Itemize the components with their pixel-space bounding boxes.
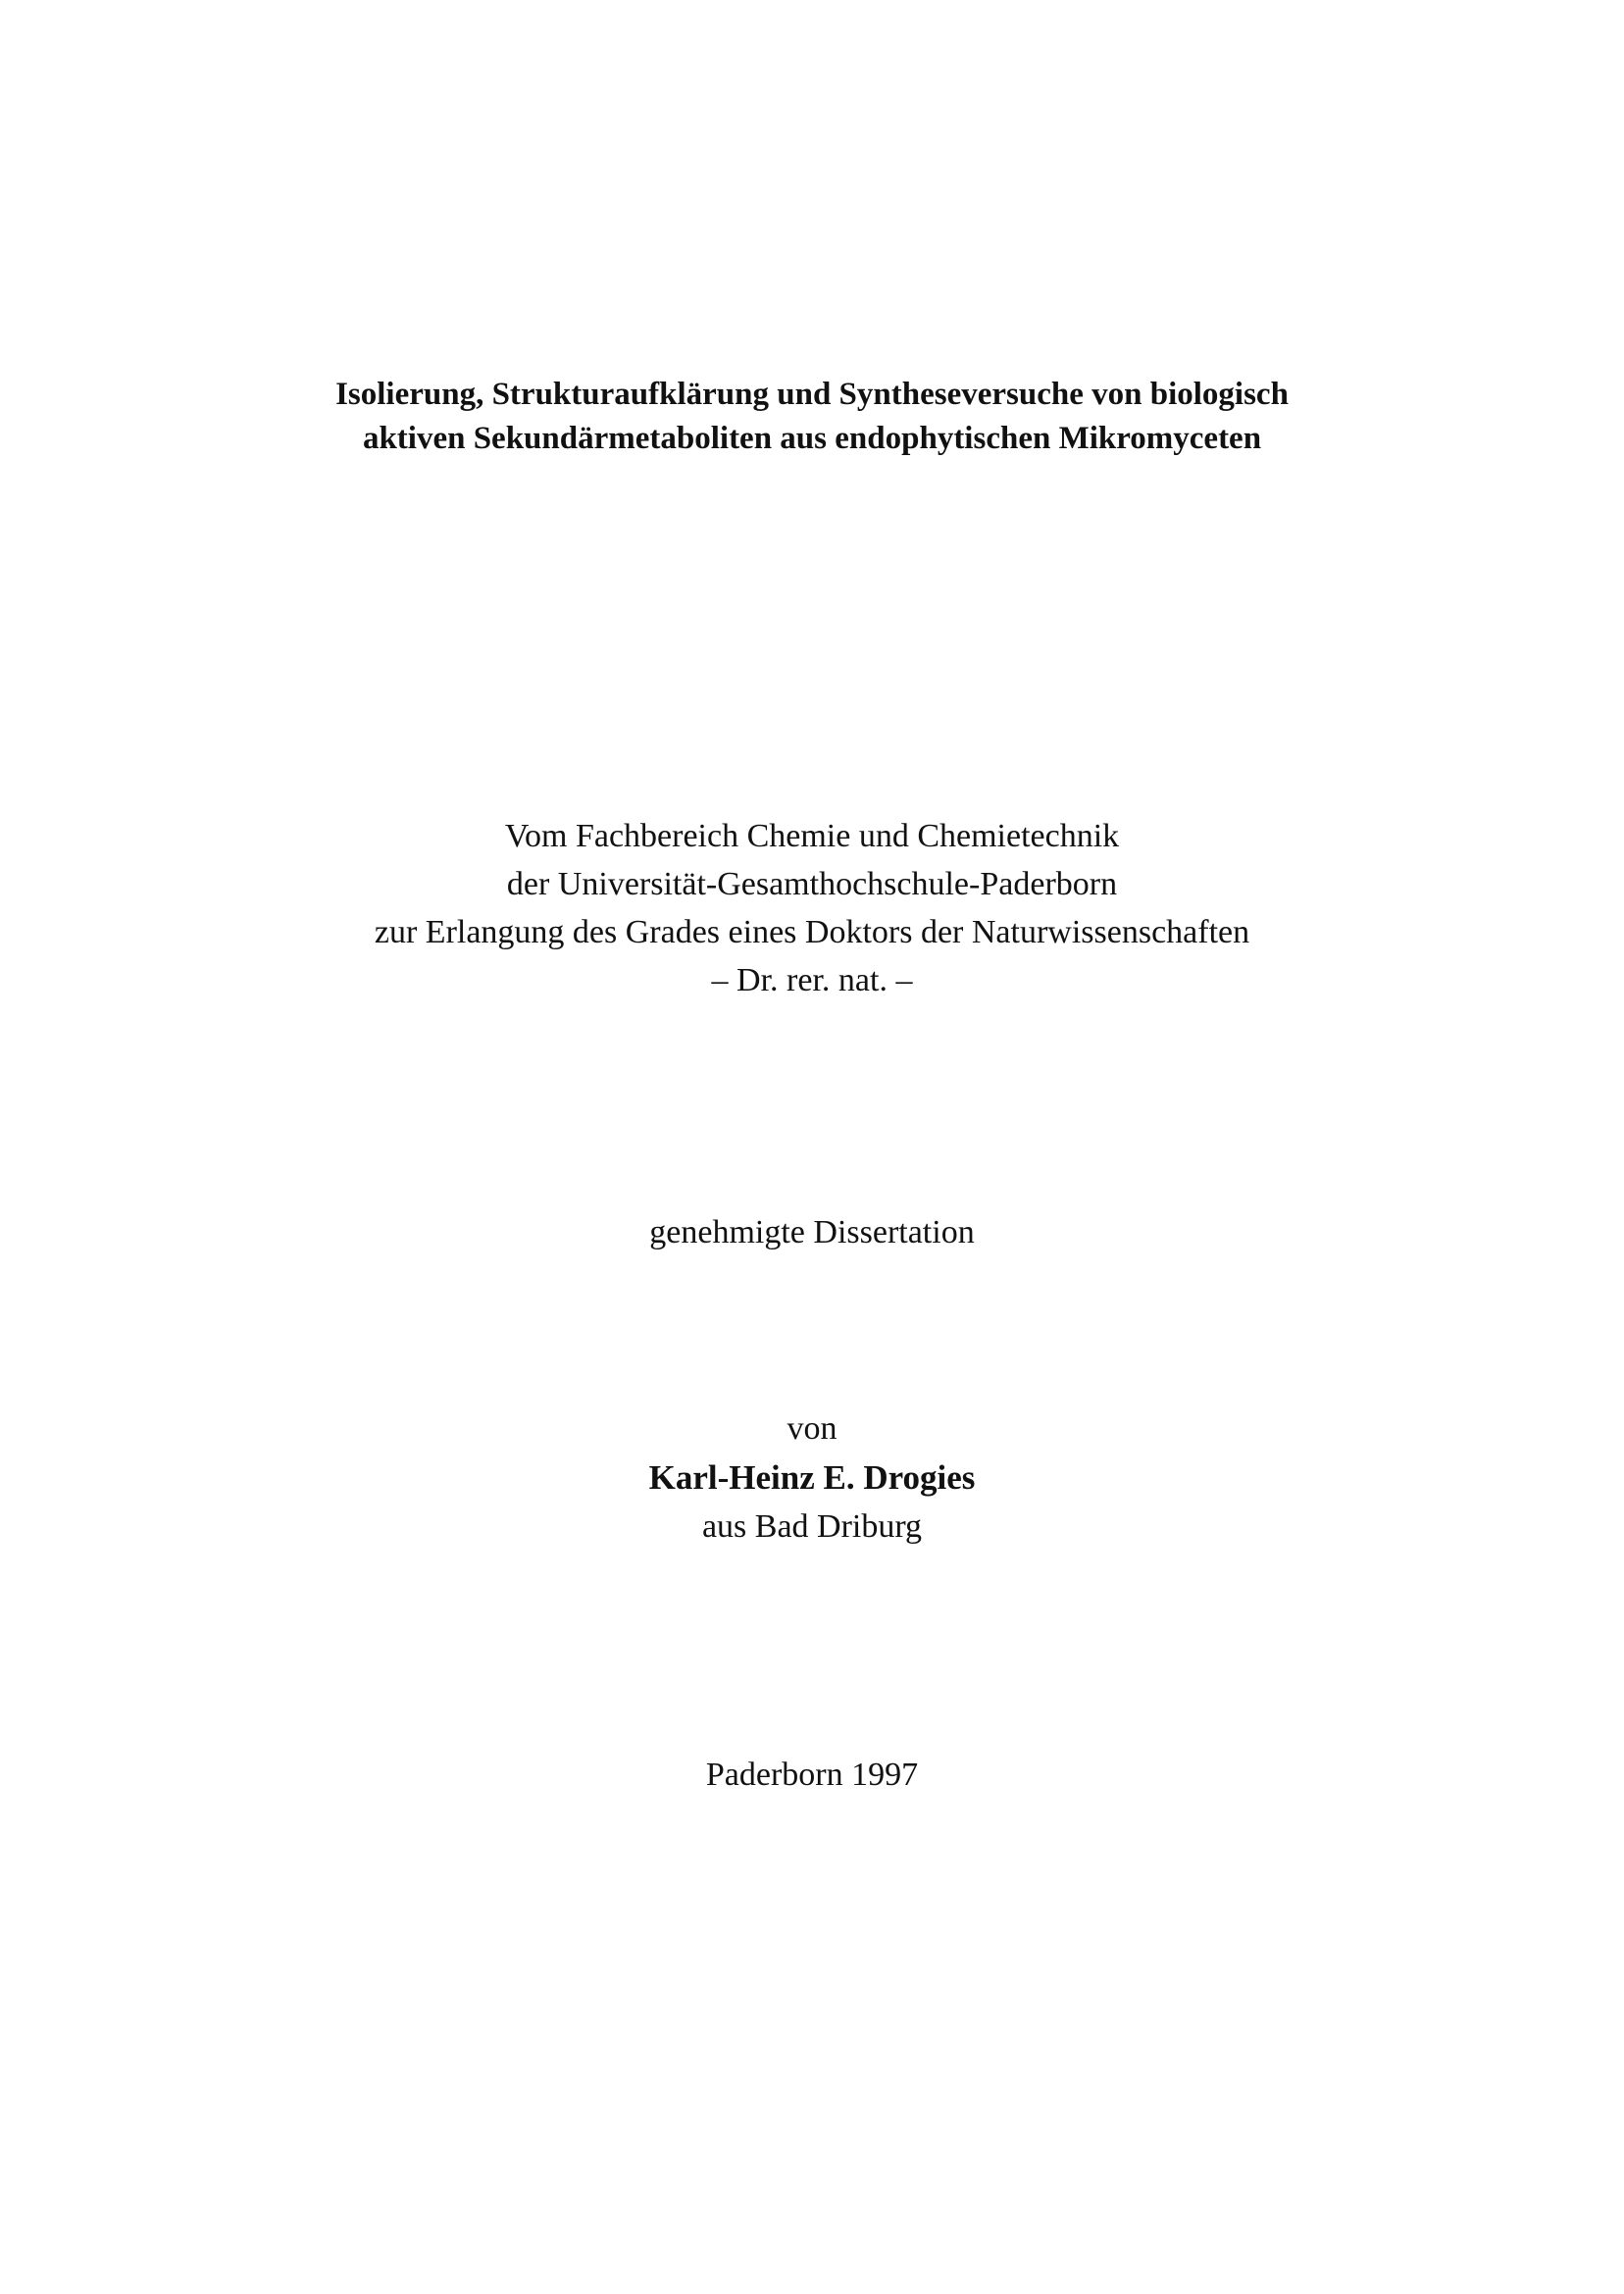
faculty-line-1: Vom Fachbereich Chemie und Chemietechnik bbox=[504, 818, 1120, 854]
faculty-line-3: zur Erlangung des Grades eines Doktors der Naturwissenschaften bbox=[374, 914, 1250, 950]
faculty-line-2: der Universität-Gesamthochschule-Paderborn bbox=[506, 866, 1118, 902]
approved-text: genehmigte Dissertation bbox=[649, 1214, 975, 1250]
faculty-statement bbox=[0, 812, 1624, 1004]
degree-line: – Dr. rer. nat. – bbox=[711, 962, 913, 998]
place-year-text: Paderborn 1997 bbox=[705, 1757, 919, 1793]
title-line-2: aktiven Sekundärmetaboliten aus endophytischen Mikromyceten bbox=[362, 421, 1262, 456]
author-prefix: von bbox=[787, 1410, 837, 1447]
place-year bbox=[0, 1751, 1624, 1799]
author-name: Karl-Heinz E. Drogies bbox=[648, 1458, 976, 1497]
approval-note bbox=[0, 1208, 1624, 1256]
dissertation-title bbox=[0, 373, 1624, 461]
author-block bbox=[0, 1404, 1624, 1552]
title-line-1: Isolierung, Strukturaufklärung und Syntheseversuche von biologisch bbox=[335, 377, 1289, 412]
author-origin: aus Bad Driburg bbox=[701, 1508, 923, 1545]
